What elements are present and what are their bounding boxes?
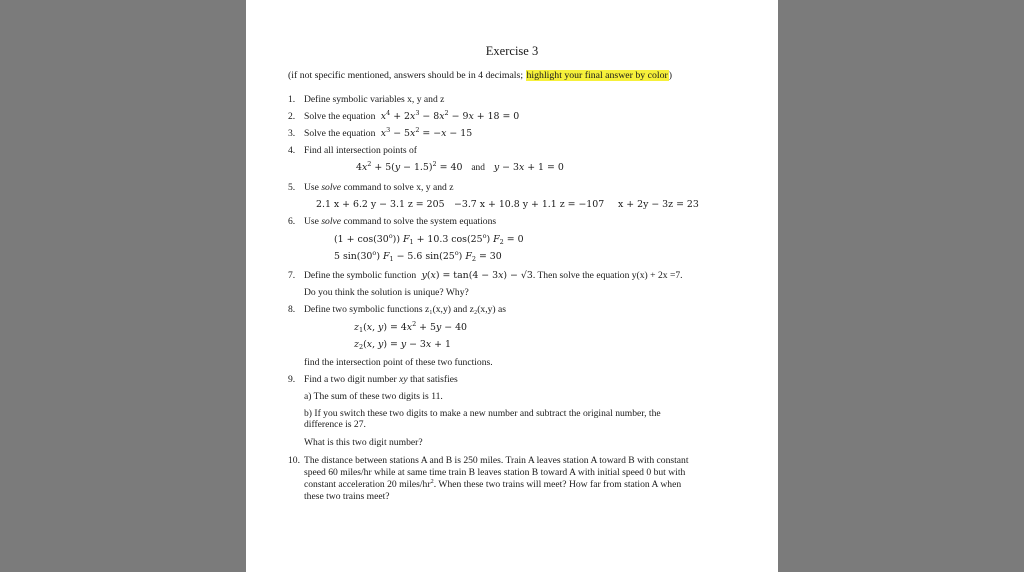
instruction-note: (if not specific mentioned, answers should be in 4 decimals; highlight your final answer by color) (288, 70, 673, 81)
question-5: 5. Use solve command to solve x, y and z (288, 182, 454, 193)
force-equation-2: 5 sin(30$^o$) $F_1 - 5.6$ sin(25$^o$) $F_2 = 30$ (334, 249, 502, 263)
highlighted-text: highlight your final answer by color (526, 70, 668, 81)
question-10: 10. The distance between stations A and B is 250 miles. Train A leaves station A toward B with constant (288, 455, 689, 466)
question-6: 6. Use solve command to solve the system equations (288, 216, 497, 227)
function-z1: $z_1(x$, $y) = 4x^2 + 5y - 40$ (354, 320, 468, 334)
question-9: 9. Find a two digit number xy that satisfies (288, 374, 458, 385)
equation: $x^3 - 5x^2 = -x - 15$ (380, 126, 473, 139)
condition-a: a) The sum of these two digits is 11. (304, 391, 443, 402)
question-1: 1. Define symbolic variables x, y and z (288, 94, 445, 105)
equation: $x^4 + 2x^3 - 8x^2 - 9x + 18 = 0$ (380, 109, 520, 122)
condition-b-line2: difference is 27. (304, 419, 366, 430)
question-7-followup: Do you think the solution is unique? Why? (304, 287, 469, 298)
question-7: 7. Define the symbolic function y(x) = tan(4 − 3x) − √3. Then solve the equation y(x) + 2x =7. (288, 270, 683, 281)
question-9-ask: What is this two digit number? (304, 437, 423, 448)
question-8-instruction: find the intersection point of these two functions. (304, 357, 493, 368)
function-definition: y(x) = tan(4 − 3x) − √3 (421, 270, 533, 281)
question-3: 3. Solve the equation $x^3 - 5x^2 = -x - 15$ (288, 126, 473, 139)
question-4: 4. Find all intersection points of (288, 145, 417, 156)
question-10-line2: speed 60 miles/hr while at same time train B leaves station B toward A with initial speed 0 but with (304, 467, 686, 478)
condition-b-line1: b) If you switch these two digits to make a new number and subtract the original number, the (304, 408, 661, 419)
question-10-line3: constant acceleration 20 miles/$hr^2$. When these two trains will meet? How far from station A when (304, 478, 682, 490)
page-title: Exercise 3 (485, 44, 539, 58)
question-8: 8. Define two symbolic functions z₁(x,y) and z₂(x,y) as (288, 304, 506, 315)
question-10-line4: these two trains meet? (304, 491, 390, 502)
document-page (246, 0, 778, 572)
question-2: 2. Solve the equation $x^4 + 2x^3 - 8x^2 - 9x + 18 = 0$ (288, 109, 520, 122)
system-equation-3: x + 2y − 3z = 23 (618, 199, 699, 210)
system-equation-1: 2.1 x + 6.2 y − 3.1 z = 205 (316, 199, 445, 210)
function-z2: $z_2(x$, y) = y − 3x + 1 (354, 339, 451, 351)
system-equation-2: −3.7 x + 10.8 y + 1.1 z = −107 (454, 199, 605, 210)
force-equation-1: $(1 + \cos(30^o))$ $F_1 + 10.3$ cos(25$^o$) $F_2 = 0$ (334, 232, 524, 246)
intersection-equations: $4x^2 + 5(y - 1.5)^2 = 40$ and y − 3x + 1 = 0 (356, 160, 564, 173)
